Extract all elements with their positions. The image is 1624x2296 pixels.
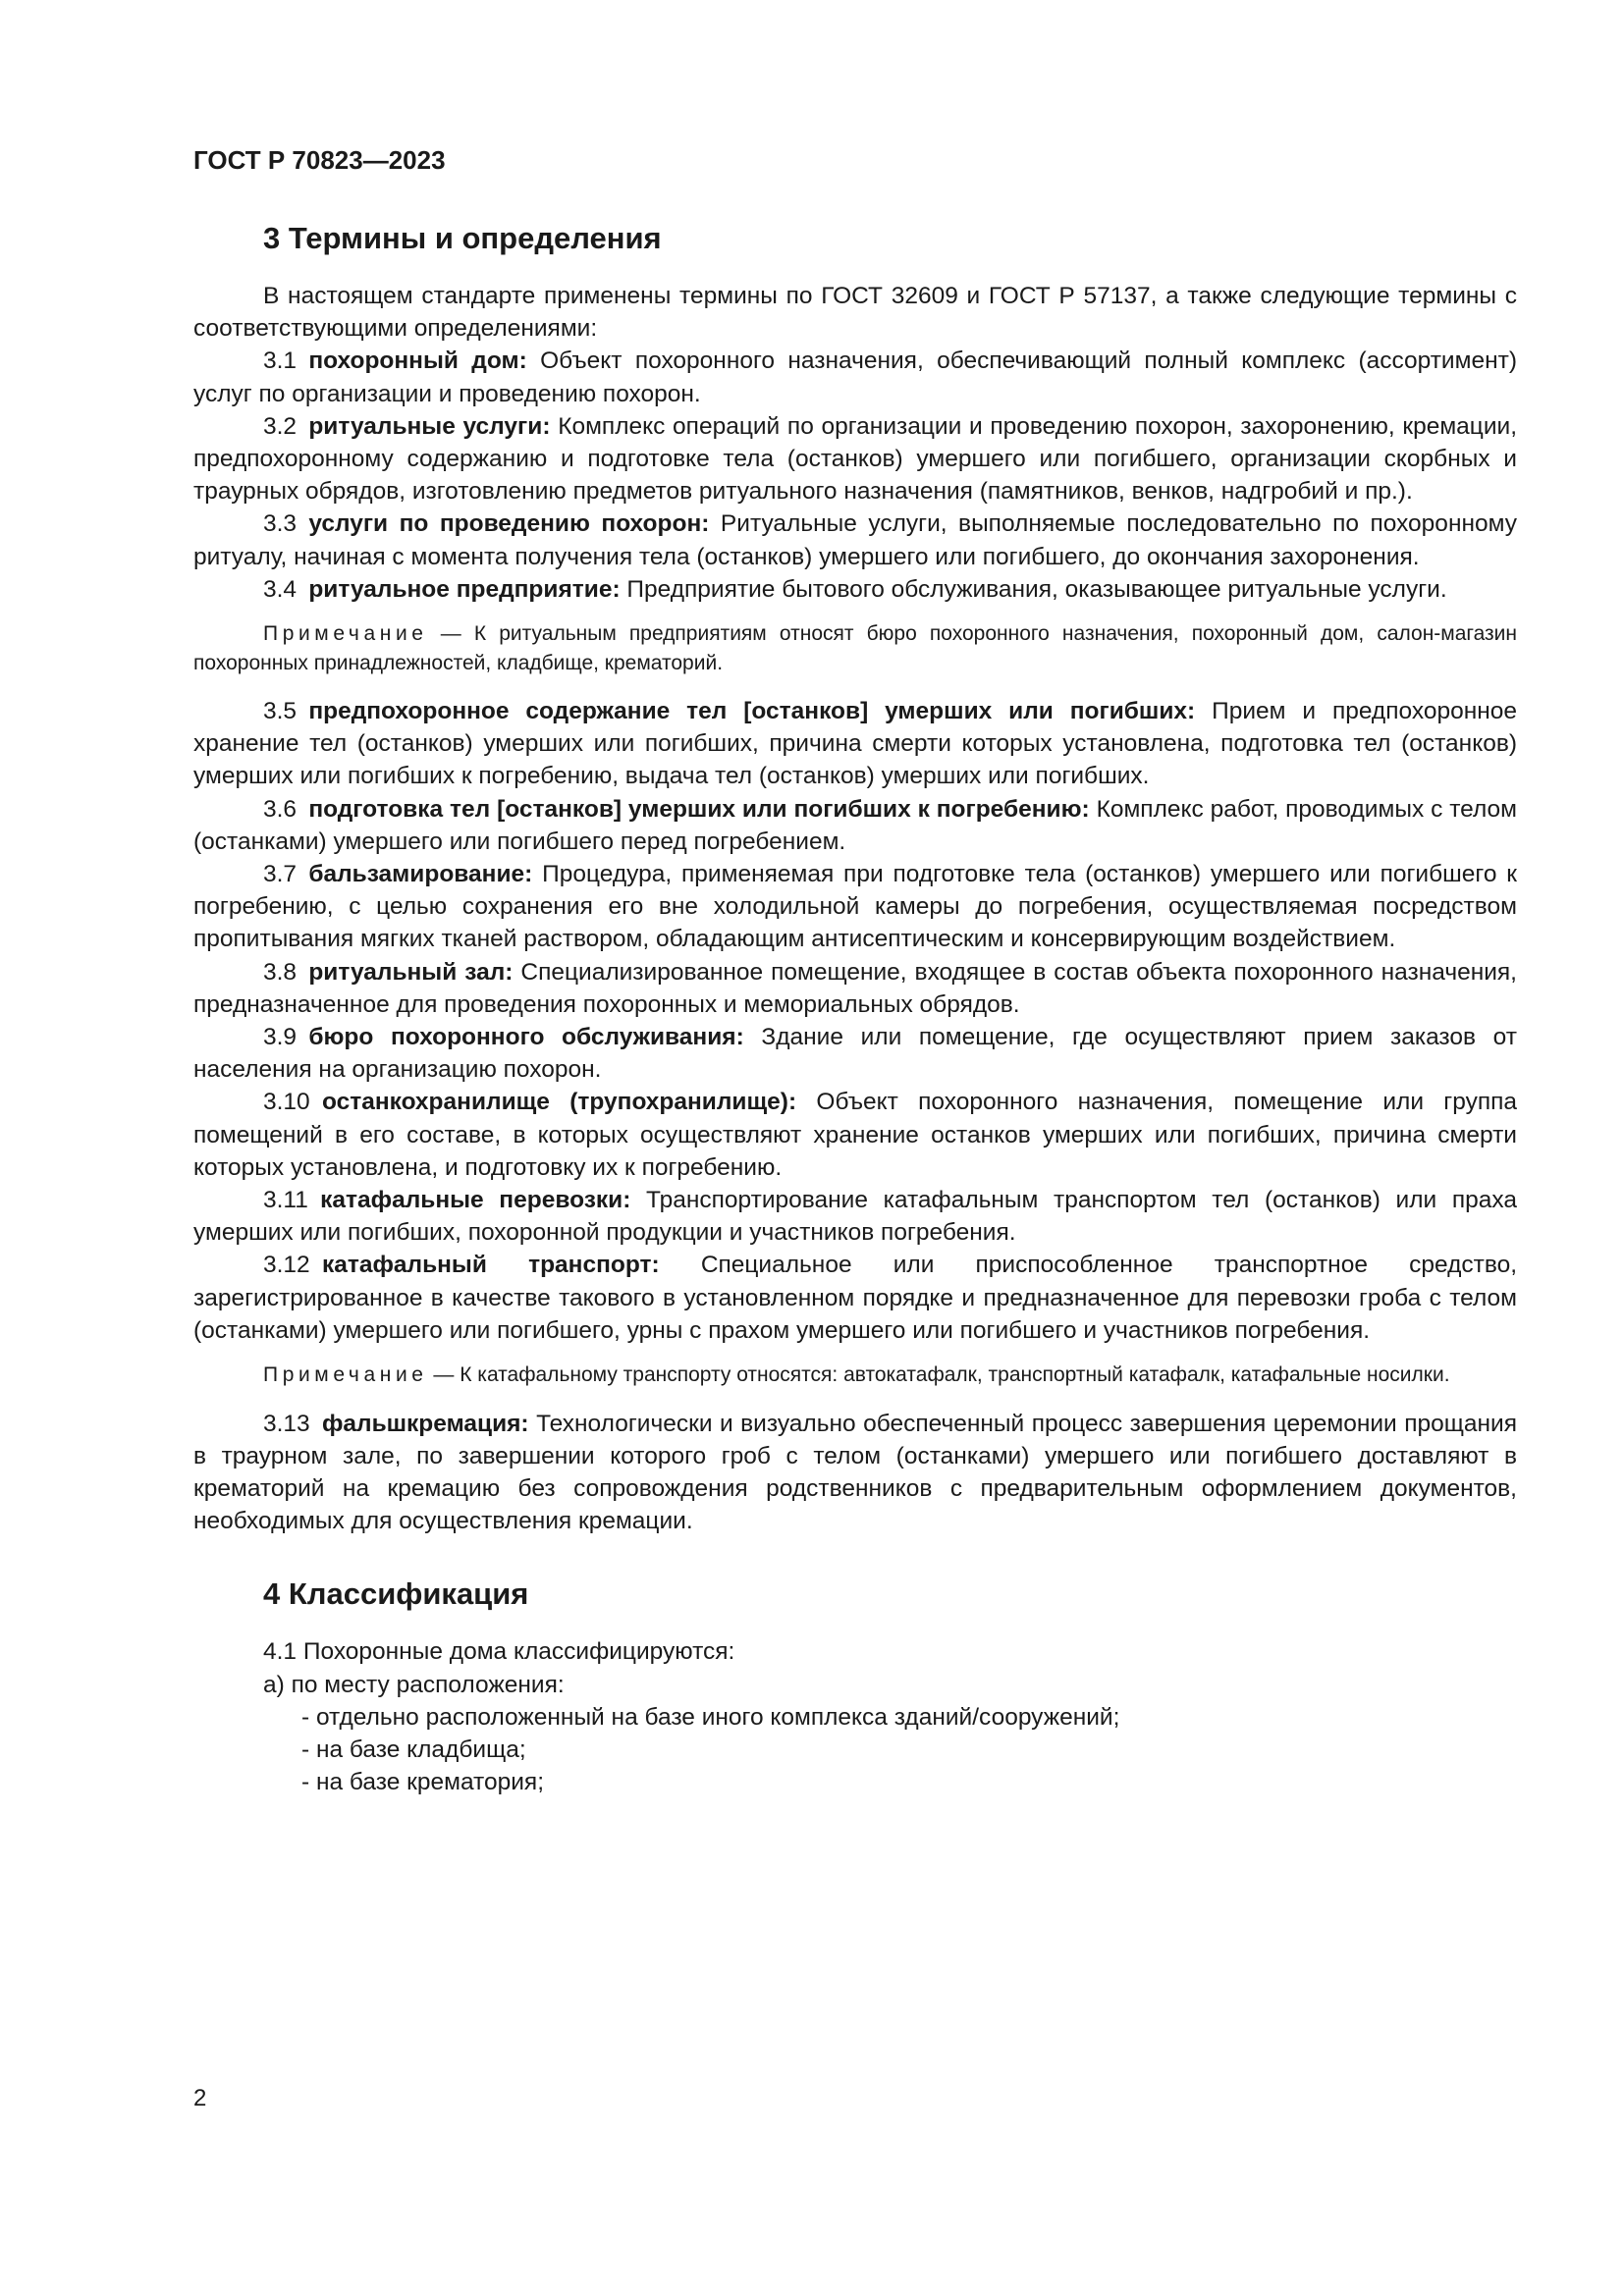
term-name: ритуальное предприятие:: [308, 575, 621, 603]
document-code: ГОСТ Р 70823—2023: [193, 145, 446, 175]
term-number: 3.3: [263, 510, 298, 538]
term-text: Процедура, применяемая при подготовке тела (останков) умершего или погибшего к погребению, с целью сохранения его вне холодильной камеры до погребения, осуществляемая посредством пропитывания мягких тканей раствором, обладающим антисептическим и консервирующим воздействием.: [193, 861, 1517, 953]
term-text: Объект похоронного назначения, помещение или группа помещений в его составе, в которых осуществляют хранение останков умерших или погибших, причина смерти которых установлена, и подготовку их к погребению.: [193, 1089, 1517, 1181]
term-name: бальзамирование:: [308, 861, 533, 888]
term-definition: [193, 793, 1517, 858]
term-number: 3.9: [263, 1024, 298, 1051]
term-number: 3.4: [263, 575, 298, 603]
term-number: 3.8: [263, 958, 298, 986]
list-item: а) по месту расположения:: [263, 1671, 565, 1698]
terms-group-2: [193, 695, 1517, 1347]
term-number: 3.7: [263, 861, 298, 888]
term-definition: [193, 1249, 1517, 1347]
note-2-text: — К катафальному транспорту относятся: автокатафалк, транспортный катафалк, катафальные носилки.: [427, 1363, 1450, 1387]
term-number: 3.11: [263, 1187, 308, 1214]
note-1: [193, 619, 1517, 677]
note-2: [193, 1361, 1517, 1390]
term-text: Ритуальные услуги, выполняемые последовательно по похоронному ритуалу, начиная с момента получения тела (останков) умершего или погибшего, до окончания захоронения.: [193, 510, 1517, 570]
term-name: похоронный дом:: [308, 347, 527, 375]
list-item: 4.1 Похоронные дома классифицируются:: [263, 1638, 735, 1666]
term-text: Комплекс работ, проводимых с телом (останками) умершего или погибшего перед погребением.: [193, 795, 1517, 855]
term-definition: [193, 573, 1517, 606]
section-3-heading: 3 Термины и определения: [263, 221, 662, 255]
term-definition: [193, 695, 1517, 793]
term-name: подготовка тел [останков] умерших или погибших к погребению:: [308, 795, 1090, 823]
note-1-text: — К ритуальным предприятиям относят бюро похоронного назначения, похоронный дом, салон-магазин похоронных принадлежностей, кладбище, крематорий.: [193, 622, 1517, 674]
page-number: 2: [193, 2085, 207, 2111]
term-number: 3.2: [263, 412, 298, 440]
term-name: останкохранилище (трупохранилище):: [321, 1089, 797, 1116]
term-number: 3.5: [263, 698, 298, 725]
term-name: услуги по проведению похорон:: [308, 510, 710, 538]
term-definition: [193, 1408, 1517, 1538]
term-text: Комплекс операций по организации и проведению похорон, захоронению, кремации, предпохоронному содержанию и подготовке тела (останков) умершего или погибшего, организации скорбных и траурных обрядов, изготовлению предметов ритуального назначения (памятников, венков, надгробий и пр.).: [193, 412, 1517, 506]
document-page: [193, 145, 1517, 1798]
classification-list: [193, 1635, 1517, 1798]
term-name: катафальный транспорт:: [321, 1252, 660, 1279]
list-item: - отдельно расположенный на базе иного комплекса зданий/сооружений;: [301, 1703, 1120, 1731]
section-3-intro: В настоящем стандарте применены термины по ГОСТ 32609 и ГОСТ Р 57137, а также следующие термины с соответствующими определениями:: [193, 283, 1517, 343]
term-text: Технологически и визуально обеспеченный процесс завершения церемонии прощания в траурном зале, по завершении которого гроб с телом (останками) умершего или погибшего доставляют в крематорий на кремацию без сопровождения родственников с предварительным оформлением документов, необходимых для осуществления кремации.: [193, 1410, 1517, 1535]
term-text: Специальное или приспособленное транспортное средство, зарегистрированное в качестве такового в установленном порядке и предназначенное для перевозки гроба с телом (останками) умершего или погибшего, урны с прахом умершего или погибшего и участников погребения.: [193, 1252, 1518, 1344]
term-definition: [193, 1021, 1517, 1086]
term-text: Здание или помещение, где осуществляют прием заказов от населения на организацию похорон.: [193, 1024, 1517, 1084]
list-item: - на базе кладбища;: [301, 1736, 526, 1764]
term-definition: [193, 956, 1517, 1021]
term-text: Предприятие бытового обслуживания, оказывающее ритуальные услуги.: [626, 575, 1447, 603]
term-definition: [193, 858, 1517, 956]
term-name: ритуальные услуги:: [308, 412, 551, 440]
term-text: Специализированное помещение, входящее в состав объекта похоронного назначения, предназначенное для проведения похоронных и мемориальных обрядов.: [193, 958, 1517, 1018]
term-number: 3.1: [263, 347, 298, 375]
term-text: Транспортирование катафальным транспортом тел (останков) или праха умерших или погибших, похоронной продукции и участников погребения.: [193, 1187, 1517, 1247]
term-number: 3.12: [263, 1252, 310, 1279]
term-definition: [193, 345, 1517, 409]
note-label: Примечание: [263, 1363, 428, 1387]
term-definition: [193, 410, 1517, 508]
terms-group-1: [193, 345, 1517, 606]
term-definition: [193, 1086, 1517, 1184]
list-item: - на базе крематория;: [301, 1769, 544, 1796]
term-definition: [193, 507, 1517, 572]
term-name: бюро похоронного обслуживания:: [308, 1024, 744, 1051]
section-4-heading: 4 Классификация: [263, 1576, 529, 1612]
term-name: катафальные перевозки:: [320, 1187, 631, 1214]
term-number: 3.6: [263, 795, 298, 823]
term-definition: [193, 1184, 1517, 1249]
terms-group-3: [193, 1408, 1517, 1538]
term-name: предпохоронное содержание тел [останков] умерших или погибших:: [308, 698, 1196, 725]
term-name: фальшкремация:: [321, 1410, 529, 1437]
term-number: 3.10: [263, 1089, 310, 1116]
term-text: Объект похоронного назначения, обеспечивающий полный комплекс (ассортимент) услуг по организации и проведению похорон.: [193, 347, 1517, 407]
note-label: Примечание: [263, 622, 428, 646]
term-text: Прием и предпохоронное хранение тел (останков) умерших или погибших, причина смерти которых установлена, подготовка тел (останков) умерших или погибших к погребению, выдача тел (останков) умерших или погибших.: [193, 698, 1518, 790]
term-number: 3.13: [263, 1410, 310, 1437]
term-name: ритуальный зал:: [308, 958, 514, 986]
